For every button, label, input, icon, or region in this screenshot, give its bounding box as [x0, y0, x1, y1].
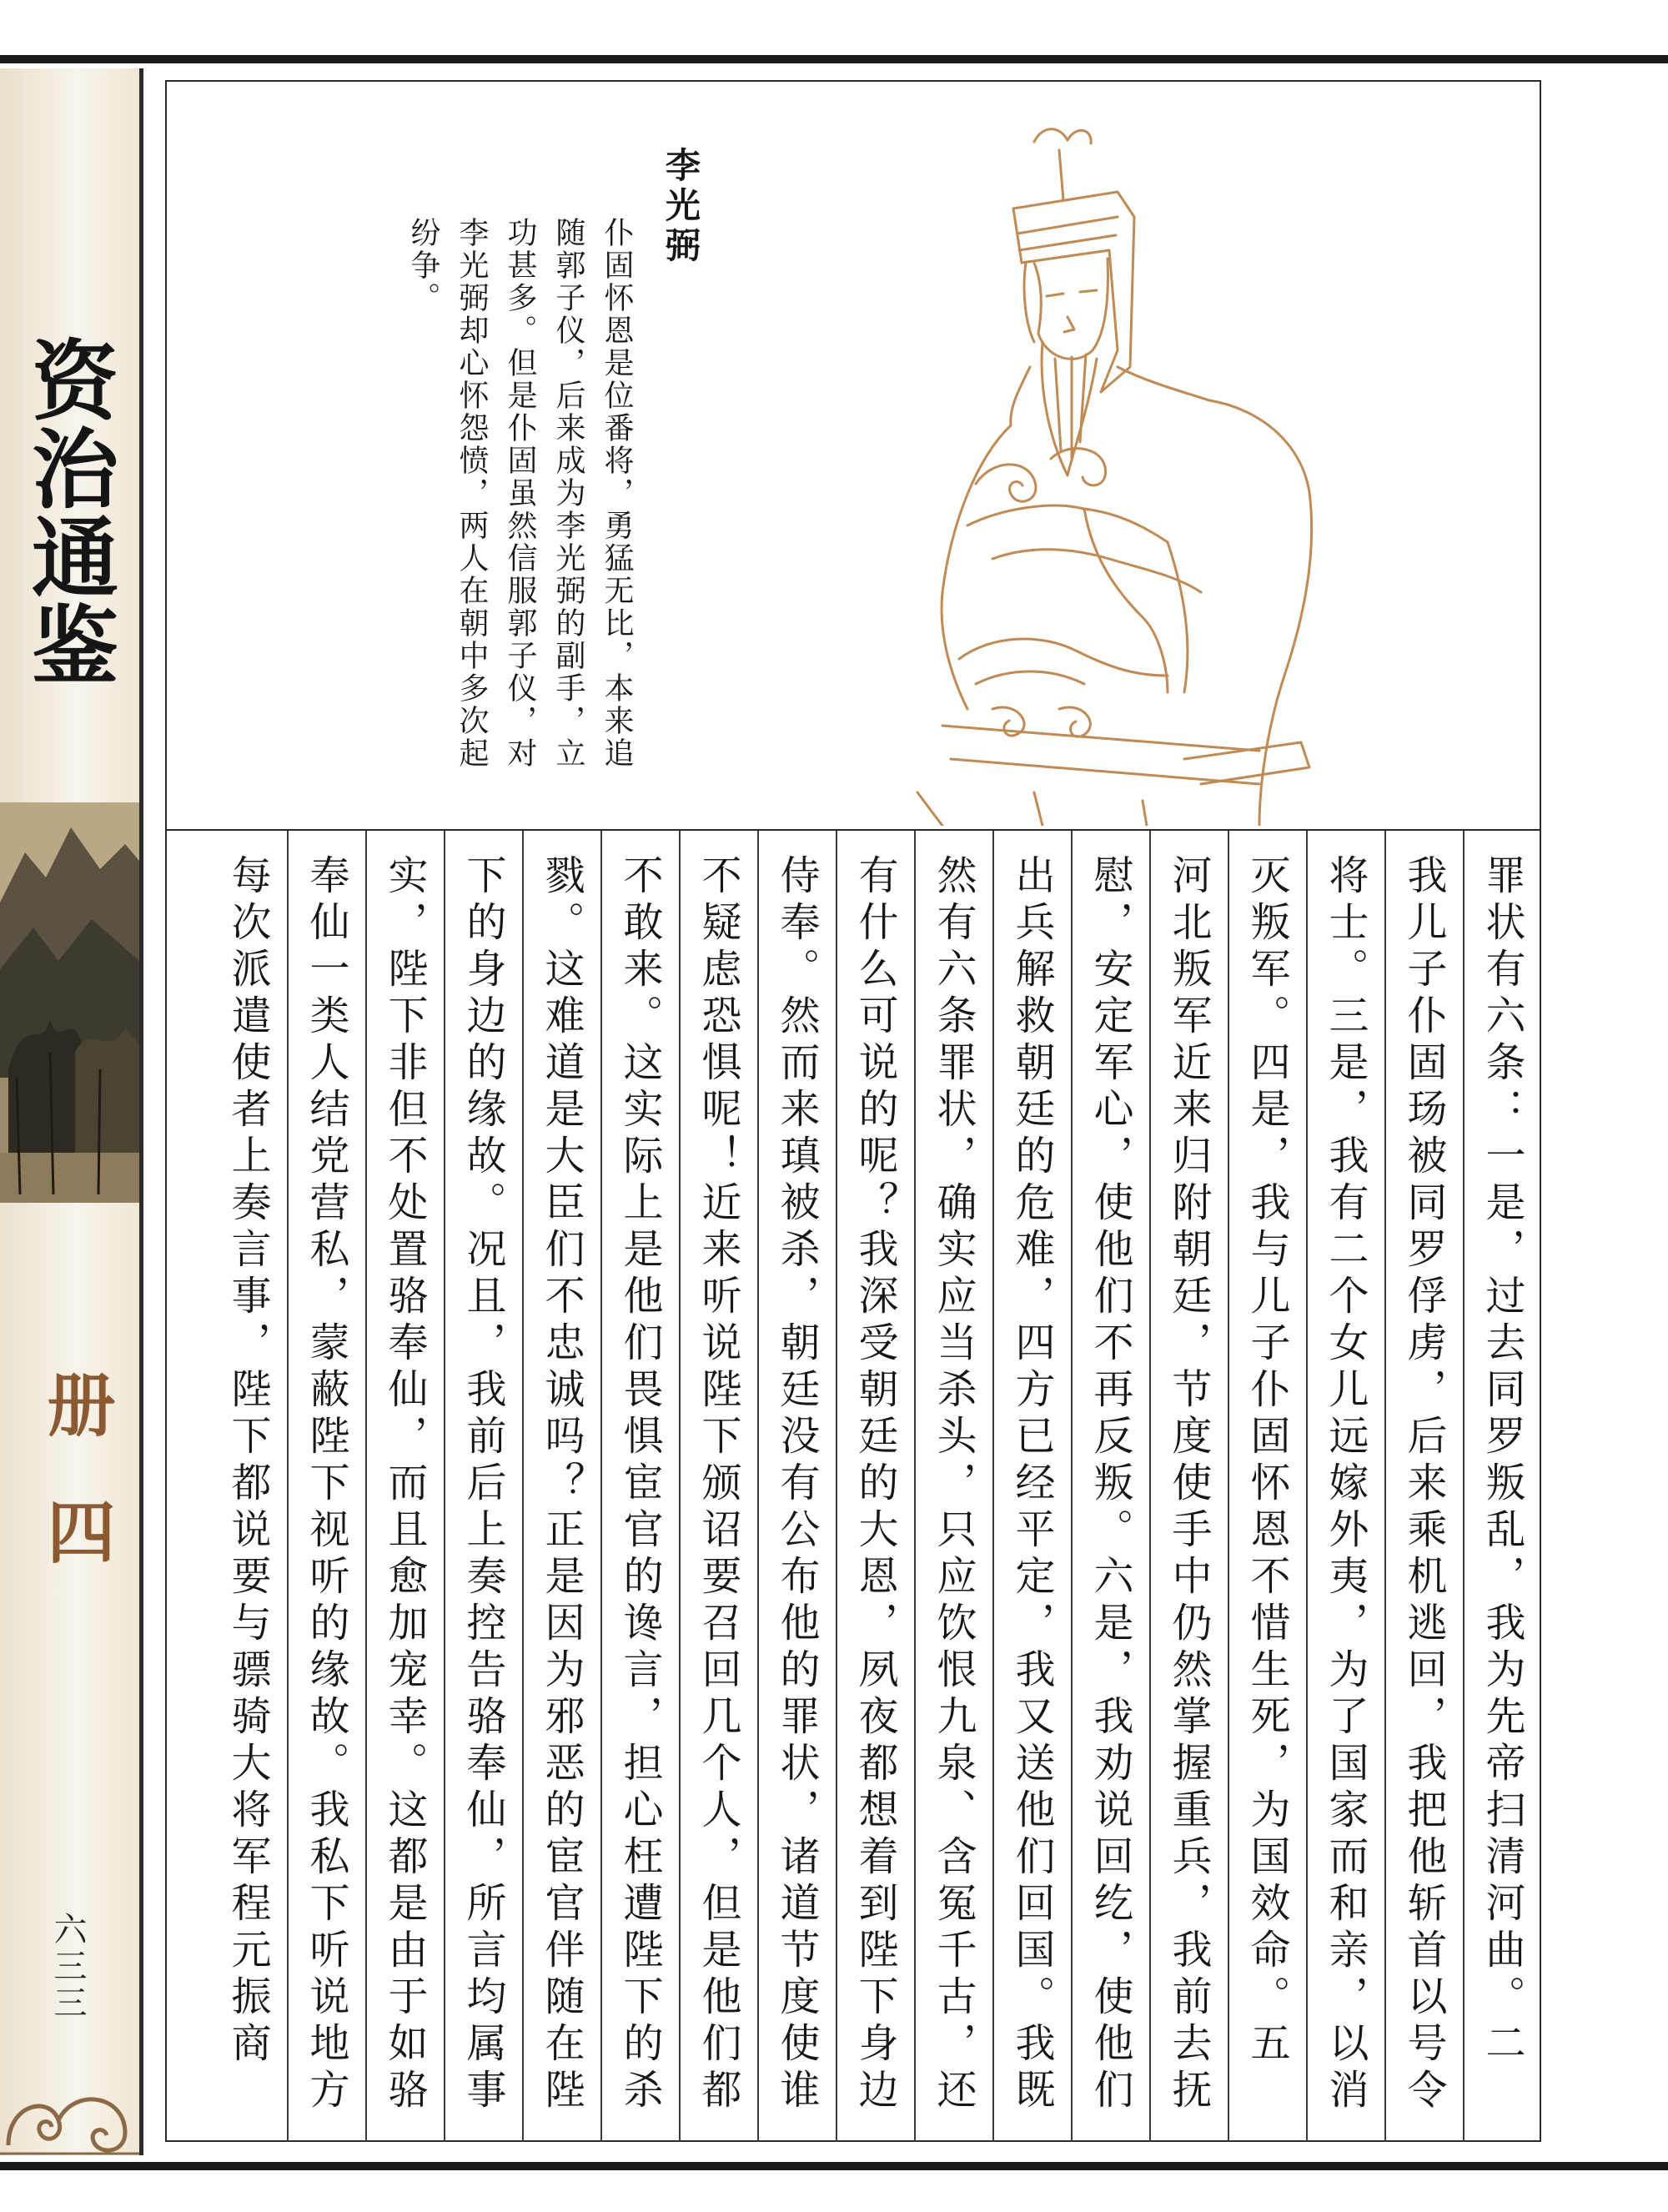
- cloud-ornament-icon: [0, 2054, 139, 2155]
- text-column: 每次派遣使者上奏言事，陛下都说要与骠骑大将军程元振商: [224, 854, 271, 2069]
- portrait-caption-name: 李光弼: [661, 147, 701, 267]
- top-border: [0, 55, 1668, 63]
- text-column: 将士。三是，我有二个女儿远嫁外夷，为了国家而和亲，以消: [1306, 831, 1384, 2142]
- book-title: 资治通鉴: [17, 335, 119, 689]
- text-column: 出兵解救朝廷的危难，四方已经平定，我又送他们回国。我既: [992, 831, 1071, 2142]
- volume-label: 册四: [36, 1370, 116, 1623]
- portrait-caption-text: 仆固怀恩是位番将，勇猛无比，本来追随郭子仪，后来成为李光弼的副手，立功甚多。但是仆固虽然信服郭子仪，对李光弼却心怀怨愤，两人在朝中多次起纷争。: [406, 217, 634, 770]
- text-column: 下的身边的缘故。况且，我前后上奏控告骆奉仙，所言均属事: [444, 831, 522, 2142]
- text-column: 戮。这难道是大臣们不忠诚吗？正是因为邪恶的宦官伴随在陛: [522, 831, 600, 2142]
- text-column: 实，陛下非但不处置骆奉仙，而且愈加宠幸。这都是由于如骆: [365, 831, 444, 2142]
- text-column: 不疑虑恐惧呢！近来听说陛下颁诏要召回几个人，但是他们都: [679, 831, 757, 2142]
- text-column: 侍奉。然而来瑱被杀，朝廷没有公布他的罪状，诸道节度使谁: [757, 831, 836, 2142]
- text-column: 有什么可说的呢？我深受朝廷的大恩，夙夜都想着到陛下身边: [836, 831, 914, 2142]
- page-number: 六三三: [48, 1912, 87, 2022]
- text-column: 不敢来。这实际上是他们畏惧宦官的谗言，担心枉遭陛下的杀: [600, 831, 679, 2142]
- text-column: 奉仙一类人结党营私，蒙蔽陛下视听的缘故。我私下听说地方: [287, 831, 365, 2142]
- text-column: 河北叛军近来归附朝廷，节度使手中仍然掌握重兵，我前去抚: [1149, 831, 1228, 2142]
- portrait-illustration: [867, 92, 1351, 826]
- landscape-painting: [0, 802, 139, 1203]
- bottom-border: [0, 2162, 1668, 2170]
- text-column: 然有六条罪状，确实应当杀头，只应饮恨九泉、含冤千古，还: [914, 831, 992, 2142]
- body-text: [165, 831, 1541, 2142]
- text-column: 灭叛军。四是，我与儿子仆固怀恩不惜生死，为国效命。五: [1228, 831, 1306, 2142]
- text-column: 罪状有六条：一是，过去同罗叛乱，我为先帝扫清河曲。二: [1463, 831, 1541, 2142]
- text-column: 慰，安定军心，使他们不再反叛。六是，我劝说回纥，使他们: [1071, 831, 1149, 2142]
- text-column: 我儿子仆固玚被同罗俘虏，后来乘机逃回，我把他斩首以号令: [1384, 831, 1463, 2142]
- book-spine: [0, 68, 143, 2155]
